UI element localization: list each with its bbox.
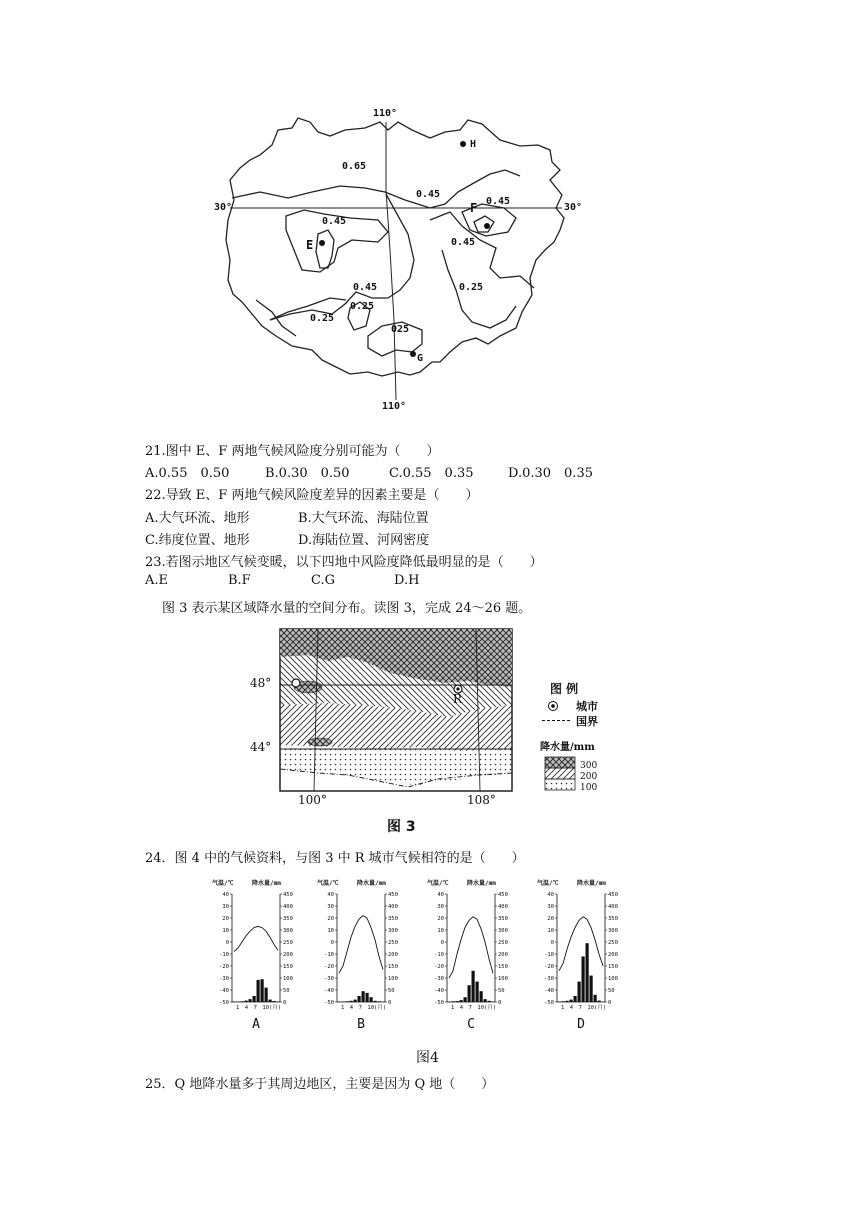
temp-tick-label: 0: [550, 940, 554, 946]
climate-chart-c: [425, 876, 525, 1036]
precip-bar: [362, 991, 365, 1002]
temp-tick-label: 20: [437, 916, 444, 922]
temp-tick-label: 30: [547, 904, 554, 910]
legend-100-label: 100: [580, 783, 598, 793]
precip-tick-label: 200: [388, 952, 398, 958]
contour-label-045: 0.45: [322, 216, 347, 227]
contour-label-065: 0.65: [342, 161, 367, 172]
climate-chart-svg: [315, 876, 415, 1036]
temp-tick-label: 20: [327, 916, 334, 922]
lat-30-left-label: 30°: [214, 202, 233, 213]
point-h-dot: [460, 141, 466, 147]
temp-tick-label: 20: [547, 916, 554, 922]
legend-300-label: 300: [580, 761, 598, 771]
precip-bar: [578, 982, 581, 1002]
precip-tick-label: 50: [498, 988, 505, 994]
temp-tick-label: -30: [324, 976, 334, 982]
precip-bar: [590, 976, 593, 1002]
precip-tick-label: 200: [608, 952, 618, 958]
precip-axis-title: 降水量/mm: [467, 880, 496, 887]
question-21-option-c: C.0.55 0.35: [389, 466, 474, 481]
precip-axis-title: 降水量/mm: [577, 880, 606, 887]
contour-label-025: 0.25: [310, 313, 335, 324]
precip-tick-label: 100: [283, 976, 293, 982]
precip-bar: [366, 993, 369, 1002]
question-22-option-b: B.大气环流、海陆位置: [298, 511, 429, 526]
precip-tick-label: 250: [283, 940, 293, 946]
precip-bar: [374, 1001, 377, 1002]
legend-precip-title: 降水量/mm: [540, 742, 595, 753]
precip-bar: [261, 979, 264, 1002]
legend-200-label: 200: [580, 772, 598, 782]
precip-bar: [452, 1001, 455, 1002]
temp-axis-title: 气温/℃: [212, 880, 234, 887]
contour-label-045: 0.45: [451, 237, 476, 248]
precip-tick-label: 100: [388, 976, 398, 982]
chart-letter-label: D: [577, 1017, 585, 1032]
temp-tick-label: 10: [547, 928, 554, 934]
precip-bar: [586, 943, 589, 1002]
precip-bar: [253, 996, 256, 1002]
precip-bar: [574, 996, 577, 1002]
question-23-option-a: A.E: [145, 573, 169, 588]
month-tick-label: 1 4 7 10(月): [341, 1005, 387, 1011]
temp-tick-label: -40: [544, 988, 554, 994]
precip-tick-label: 300: [498, 928, 508, 934]
legend-city-icon: [548, 701, 558, 711]
temp-tick-label: 10: [437, 928, 444, 934]
precip-bar: [378, 1001, 381, 1002]
contour-label-045: 0.45: [416, 189, 441, 200]
precip-tick-label: 300: [608, 928, 618, 934]
precip-bar: [370, 997, 373, 1002]
precip-tick-label: 400: [283, 904, 293, 910]
question-22-option-c: C.纬度位置、地形: [145, 533, 250, 548]
temp-tick-label: -50: [544, 1000, 554, 1006]
chart-letter-label: B: [357, 1017, 365, 1032]
temp-tick-label: 20: [222, 916, 229, 922]
climate-chart-svg: [535, 876, 635, 1036]
month-tick-label: 1 4 7 10(月): [451, 1005, 497, 1011]
temp-tick-label: -50: [434, 1000, 444, 1006]
precip-axis-title: 降水量/mm: [252, 880, 281, 887]
fig3-city-r-label: R: [453, 692, 463, 706]
lon-110-top-label: 110°: [373, 108, 398, 119]
contour-label-025: 025: [391, 324, 410, 335]
precip-tick-label: 400: [608, 904, 618, 910]
temp-axis-title: 气温/℃: [317, 880, 339, 887]
question-21-option-a: A.0.55 0.50: [145, 466, 230, 481]
contour-label-045: 0.45: [353, 282, 378, 293]
precip-bar: [468, 985, 471, 1002]
temp-tick-label: -10: [434, 952, 444, 958]
question-23-option-b: B.F: [228, 573, 251, 588]
precip-bar: [346, 1001, 349, 1002]
legend-city-label: 城市: [576, 700, 598, 713]
precip-tick-label: 250: [608, 940, 618, 946]
figure-3-caption: 图 3: [387, 819, 416, 835]
lon-110-bottom-label: 110°: [382, 401, 407, 412]
question-22-option-a: A.大气环流、地形: [145, 511, 250, 526]
point-f-dot: [484, 223, 490, 229]
precip-tick-label: 400: [388, 904, 398, 910]
climate-chart-svg: [425, 876, 525, 1036]
contour-label-025: 0.25: [350, 301, 375, 312]
temp-tick-label: 0: [330, 940, 334, 946]
temp-tick-label: -40: [434, 988, 444, 994]
temp-curve: [559, 917, 603, 971]
precip-tick-label: 150: [498, 964, 508, 970]
question-21-stem: 21.图中 E、F 两地气候风险度分别可能为（ ）: [145, 444, 440, 459]
precip-tick-label: 150: [388, 964, 398, 970]
point-f-label: F: [470, 201, 478, 215]
month-tick-label: 1 4 7 10(月): [236, 1005, 282, 1011]
precip-bar: [269, 1000, 272, 1002]
precip-bar: [464, 997, 467, 1002]
precip-bar: [358, 996, 361, 1002]
precip-tick-label: 250: [498, 940, 508, 946]
temp-axis-title: 气温/℃: [537, 880, 559, 887]
figure-3-intro: 图 3 表示某区域降水量的空间分布。读图 3，完成 24～26 题。: [162, 601, 532, 616]
precip-bar: [241, 1001, 244, 1002]
temp-tick-label: 10: [327, 928, 334, 934]
point-g-label: G: [417, 353, 424, 364]
temp-tick-label: -10: [544, 952, 554, 958]
precip-tick-label: 450: [388, 892, 398, 898]
fig3-lat-44-label: 44°: [250, 740, 272, 754]
precip-bar: [472, 971, 475, 1002]
precipitation-map: [278, 627, 514, 793]
precip-bar: [598, 1001, 601, 1002]
precip-tick-label: 100: [608, 976, 618, 982]
question-23-stem: 23.若图示地区气候变暖，以下四地中风险度降低最明显的是（ ）: [145, 555, 543, 570]
precip-tick-label: 400: [498, 904, 508, 910]
precip-tick-label: 0: [608, 1000, 612, 1006]
climate-risk-map: [200, 100, 600, 420]
temp-tick-label: -20: [219, 964, 229, 970]
precip-bar: [456, 1001, 459, 1002]
precip-tick-label: 350: [283, 916, 293, 922]
chart-letter-label: C: [467, 1017, 475, 1032]
point-e-label: E: [306, 238, 314, 252]
temp-tick-label: 30: [327, 904, 334, 910]
temp-tick-label: 0: [225, 940, 229, 946]
question-22-option-d: D.海陆位置、河网密度: [298, 533, 430, 548]
temp-tick-label: -10: [324, 952, 334, 958]
question-23-option-c: C.G: [311, 573, 336, 588]
temp-tick-label: -20: [434, 964, 444, 970]
precip-bar: [265, 988, 268, 1002]
question-21-option-d: D.0.30 0.35: [508, 466, 593, 481]
temp-tick-label: 30: [437, 904, 444, 910]
figure-4-caption: 图4: [416, 1050, 439, 1066]
precip-bar: [460, 1000, 463, 1002]
temp-tick-label: 40: [327, 892, 334, 898]
temp-tick-label: -10: [219, 952, 229, 958]
temp-tick-label: 40: [222, 892, 229, 898]
temp-curve: [339, 916, 383, 974]
temp-tick-label: -30: [219, 976, 229, 982]
temp-tick-label: -20: [544, 964, 554, 970]
point-h-label: H: [470, 139, 477, 150]
temp-tick-label: 40: [547, 892, 554, 898]
precip-tick-label: 50: [283, 988, 290, 994]
precip-bar: [245, 1001, 248, 1002]
temp-tick-label: 0: [440, 940, 444, 946]
precip-bar: [484, 999, 487, 1002]
precip-bar: [582, 956, 585, 1002]
precip-bar: [562, 1001, 565, 1002]
climate-chart-svg: [210, 876, 310, 1036]
precip-tick-label: 350: [388, 916, 398, 922]
precip-bar: [476, 982, 479, 1002]
region-boundary: [226, 118, 564, 376]
precip-bar: [488, 1001, 491, 1002]
climate-chart-a: [210, 876, 310, 1036]
temp-tick-label: -20: [324, 964, 334, 970]
question-21-option-b: B.0.30 0.50: [265, 466, 350, 481]
precip-tick-label: 350: [608, 916, 618, 922]
precip-tick-label: 300: [283, 928, 293, 934]
temp-tick-label: 40: [437, 892, 444, 898]
precip-tick-label: 250: [388, 940, 398, 946]
legend-title: 图 例: [550, 682, 579, 696]
point-e-dot: [319, 240, 325, 246]
precip-axis-title: 降水量/mm: [357, 880, 386, 887]
precip-bar: [566, 1001, 569, 1002]
legend-border-icon: [542, 720, 570, 721]
temp-tick-label: -40: [219, 988, 229, 994]
temp-tick-label: -50: [324, 1000, 334, 1006]
precip-tick-label: 0: [388, 1000, 392, 1006]
question-24-stem: 24．图 4 中的气候资料，与图 3 中 R 城市气候相符的是（ ）: [145, 851, 525, 866]
question-25-stem: 25．Q 地降水量多于其周边地区，主要是因为 Q 地（ ）: [145, 1077, 495, 1092]
precip-tick-label: 50: [388, 988, 395, 994]
month-tick-label: 1 4 7 10(月): [561, 1005, 607, 1011]
fig3-lon-100-label: 100°: [298, 793, 327, 807]
climate-charts-row: [210, 876, 640, 1036]
climate-chart-b: [315, 876, 415, 1036]
precip-tick-label: 150: [283, 964, 293, 970]
temp-tick-label: -50: [219, 1000, 229, 1006]
fig3-lon-108-label: 108°: [467, 793, 496, 807]
legend-precip-swatches: [544, 756, 578, 792]
temp-axis-title: 气温/℃: [427, 880, 449, 887]
precip-tick-label: 0: [498, 1000, 502, 1006]
temp-curve: [449, 917, 493, 978]
fig3-lat-48-label: 48°: [250, 676, 272, 690]
precip-tick-label: 300: [388, 928, 398, 934]
precip-bar: [249, 999, 252, 1002]
question-23-option-d: D.H: [394, 573, 420, 588]
precip-bar: [350, 1001, 353, 1002]
lat-30-right-label: 30°: [564, 202, 583, 213]
precip-tick-label: 50: [608, 988, 615, 994]
precip-tick-label: 350: [498, 916, 508, 922]
fig3-legend: [540, 680, 620, 795]
precip-bar: [354, 1000, 357, 1002]
temp-tick-label: 30: [222, 904, 229, 910]
precip-tick-label: 450: [608, 892, 618, 898]
precip-tick-label: 450: [283, 892, 293, 898]
temp-tick-label: 10: [222, 928, 229, 934]
question-22-stem: 22.导致 E、F 两地气候风险度差异的因素主要是（ ）: [145, 488, 479, 503]
temp-curve: [234, 926, 278, 951]
precip-bar: [273, 1001, 276, 1002]
precip-tick-label: 100: [498, 976, 508, 982]
temp-tick-label: -40: [324, 988, 334, 994]
precip-bar: [257, 980, 260, 1002]
contour-label-045: 0.45: [486, 196, 511, 207]
temp-tick-label: -30: [434, 976, 444, 982]
longitude-110-line: [386, 122, 396, 400]
precip-bar: [570, 1000, 573, 1002]
point-g-dot: [410, 351, 416, 357]
contour-label-025: 0.25: [459, 282, 484, 293]
temp-tick-label: -30: [544, 976, 554, 982]
legend-border-label: 国界: [576, 715, 598, 728]
precip-tick-label: 0: [283, 1000, 287, 1006]
precip-tick-label: 200: [498, 952, 508, 958]
precip-bar: [594, 995, 597, 1002]
precip-tick-label: 150: [608, 964, 618, 970]
precip-tick-label: 450: [498, 892, 508, 898]
climate-chart-d: [535, 876, 635, 1036]
precip-bar: [480, 991, 483, 1002]
precip-tick-label: 200: [283, 952, 293, 958]
chart-letter-label: A: [252, 1017, 260, 1032]
